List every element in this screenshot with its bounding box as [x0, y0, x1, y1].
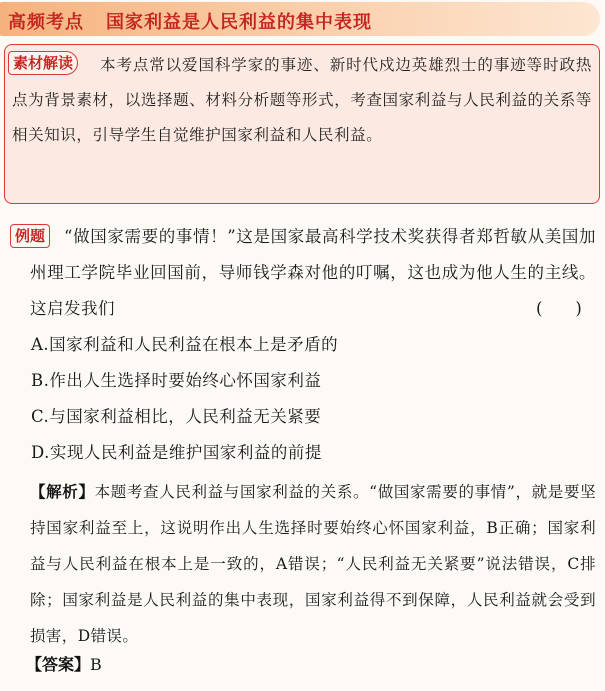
option-text: 实现人民利益是维护国家利益的前提 — [49, 443, 322, 462]
option-letter: C. — [31, 407, 50, 426]
option-a — [31, 327, 338, 363]
material-text: 本考点常以爱国科学家的事迹、新时代戍边英雄烈士的事迹等时政热点为背景素材，以选择题、材料分析题等形式，考查国家利益与人民利益的关系等相关知识，引导学生自觉维护国家利益和人民利益。 — [12, 56, 592, 144]
option-b — [31, 363, 338, 399]
question-stem: “做国家需要的事情！”这是国家最高科学技术奖获得者郑哲敏从美国加州理工学院毕业回国前，导师钱学森对他的叮嘱，这也成为他人生的主线。这启发我们 — [30, 227, 596, 318]
option-text: 与国家利益相比，人民利益无关紧要 — [49, 407, 322, 426]
banner-title: 国家利益是人民利益的集中表现 — [106, 12, 372, 33]
answer-label: 【答案】 — [26, 655, 91, 674]
example-tag: 例题 — [10, 224, 50, 248]
analysis-label: 【解析】 — [30, 483, 95, 501]
option-c — [31, 399, 338, 435]
analysis-text: 本题考查人民利益与国家利益的关系。“做国家需要的事情”，就是要坚持国家利益至上，这说明作出人生选择时要始终心怀国家利益，B正确；国家利益与人民利益在根本上是一致的，A错误；“人民利益无关紧要”说法错误，C排除；国家利益是人民利益的集中表现，国家利益得不到保障，人民利益就会受到损害，D错误。 — [30, 483, 596, 645]
option-text: 作出人生选择时要始终心怀国家利益 — [49, 371, 322, 390]
topic-banner — [0, 2, 600, 36]
analysis-block — [30, 474, 596, 654]
answer-blank: ( ) — [536, 299, 582, 318]
material-tag: 素材解读 — [8, 51, 78, 75]
banner-label: 高频考点 — [8, 12, 84, 33]
option-letter: D. — [31, 443, 50, 462]
option-letter: B. — [31, 371, 50, 390]
option-text: 国家利益和人民利益在根本上是矛盾的 — [49, 335, 339, 354]
answer-block — [26, 650, 102, 680]
answer-value: B — [90, 655, 102, 674]
banner-heading — [8, 8, 372, 34]
option-letter: A. — [31, 335, 50, 354]
option-d — [31, 435, 338, 471]
option-list — [31, 327, 338, 471]
